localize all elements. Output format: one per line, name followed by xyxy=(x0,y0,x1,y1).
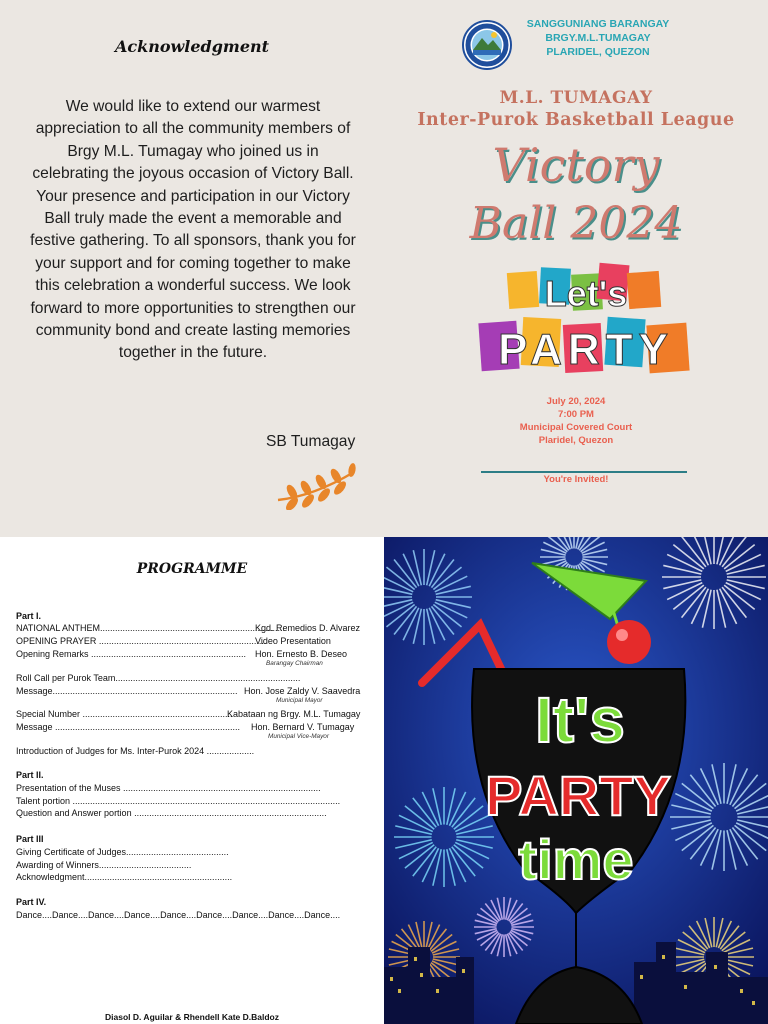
programme-item-speaker: Video Presentation xyxy=(255,636,331,646)
programme-item: Acknowledgment........................................................... xyxy=(16,872,233,882)
event-time: 7:00 PM xyxy=(558,409,594,420)
event-date: July 20, 2024 xyxy=(546,396,606,407)
programme-item: NATIONAL ANTHEM.......................................................................... xyxy=(16,623,286,633)
lets-party-graphic xyxy=(478,262,698,388)
programme-item: Question and Answer portion ............................................................................. xyxy=(16,808,327,818)
programme-item: Message .......................................................................... xyxy=(16,722,241,732)
programme-item-role: Municipal Vice-Mayor xyxy=(268,733,329,740)
programme-item: Message.......................................................................... xyxy=(16,686,238,696)
cover-panel xyxy=(384,0,768,537)
acknowledgment-panel xyxy=(0,0,384,537)
programme-item-role: Barangay Chairman xyxy=(266,660,323,667)
programme-item: Special Number ............................................................ xyxy=(16,709,233,719)
programme-item: Opening Remarks .............................................................. xyxy=(16,649,247,659)
programme-item: Introduction of Judges for Ms. Inter-Purok 2024 ................... xyxy=(16,746,255,756)
programme-title: PROGRAMME xyxy=(136,561,248,577)
programme-item-speaker: Kabataan ng Brgy. M.L. Tumagay xyxy=(227,709,361,719)
art-word-1: It's xyxy=(535,684,625,756)
org-name-line2: BRGY.M.L.TUMAGAY xyxy=(545,32,651,44)
programme-item-speaker: Kgd. Remedios D. Alvarez xyxy=(255,623,361,633)
org-name-line3: PLARIDEL, QUEZON xyxy=(546,46,650,58)
programme-item-speaker: Hon. Ernesto B. Deseo xyxy=(255,649,348,659)
art-word-2: PARTY xyxy=(485,764,671,827)
programme-panel xyxy=(0,537,384,1024)
programme-item: Roll Call per Purok Team.......................................................................... xyxy=(16,673,301,683)
programme-credits: Diasol D. Aguilar & Rhendell Kate D.Baldoz xyxy=(105,1012,279,1022)
art-word-3: time xyxy=(518,828,634,891)
part2-heading: Part II. xyxy=(16,770,44,780)
event-place: Plaridel, Quezon xyxy=(538,435,614,446)
party-word-2: PARTY xyxy=(498,325,674,374)
programme-item: Presentation of the Muses ............................................................................... xyxy=(16,783,321,793)
leaf-ornament-icon xyxy=(274,462,358,510)
programme-item: OPENING PRAYER ................................................................... xyxy=(16,636,267,646)
event-venue: Municipal Covered Court xyxy=(519,422,633,433)
party-word-1: Let's xyxy=(544,273,628,314)
part1-heading: Part I. xyxy=(16,611,42,621)
part4-heading: Part IV. xyxy=(16,897,47,907)
part3-heading: Part III xyxy=(16,834,44,844)
invite-text: You're Invited! xyxy=(543,474,609,485)
league-name-line2: Inter-Purok Basketball League xyxy=(417,110,735,130)
barangay-seal-icon xyxy=(462,20,512,70)
programme-item-speaker: Hon. Bernard V. Tumagay xyxy=(251,722,355,732)
league-name-line1: M.L. TUMAGAY xyxy=(499,88,653,108)
programme-item: Dance....Dance....Dance....Dance....Dance....Dance....Dance....Dance....Dance.... xyxy=(16,910,341,920)
programme-item: Giving Certificate of Judges......................................... xyxy=(16,847,229,857)
party-artwork-panel xyxy=(384,537,768,1024)
acknowledgment-title: Acknowledgment xyxy=(114,37,270,56)
org-name-line1: SANGGUNIANG BARANGAY xyxy=(526,18,670,30)
programme-item-role: Municipal Mayor xyxy=(276,697,323,704)
event-title-line2: Ball 2024 xyxy=(469,198,683,249)
acknowledgment-signature: SB Tumagay xyxy=(266,433,356,450)
event-title-line1: Victory xyxy=(492,138,660,192)
programme-item-speaker: Hon. Jose Zaldy V. Saavedra xyxy=(244,686,361,696)
programme-item: Awarding of Winners..................................... xyxy=(16,860,192,870)
acknowledgment-body: We would like to extend our warmest appreciation to all the community members of Brgy M.L. Tumagay who joined us in celebrating the joyous occasion of Victory Ball. Your presence and participation in our Victory Ball truly made the event a memorable and festive gathering. To all sponsors, thank you for your support and for coming together to make this celebration a wonderful success. We look forward to more opportunities to strengthen our community bond and create lasting memories together in the future. xyxy=(30,98,356,362)
programme-item: Talent portion ........................................................................................................... xyxy=(16,796,341,806)
divider-line xyxy=(481,471,687,473)
fireworks-glass-illustration xyxy=(384,537,768,1024)
